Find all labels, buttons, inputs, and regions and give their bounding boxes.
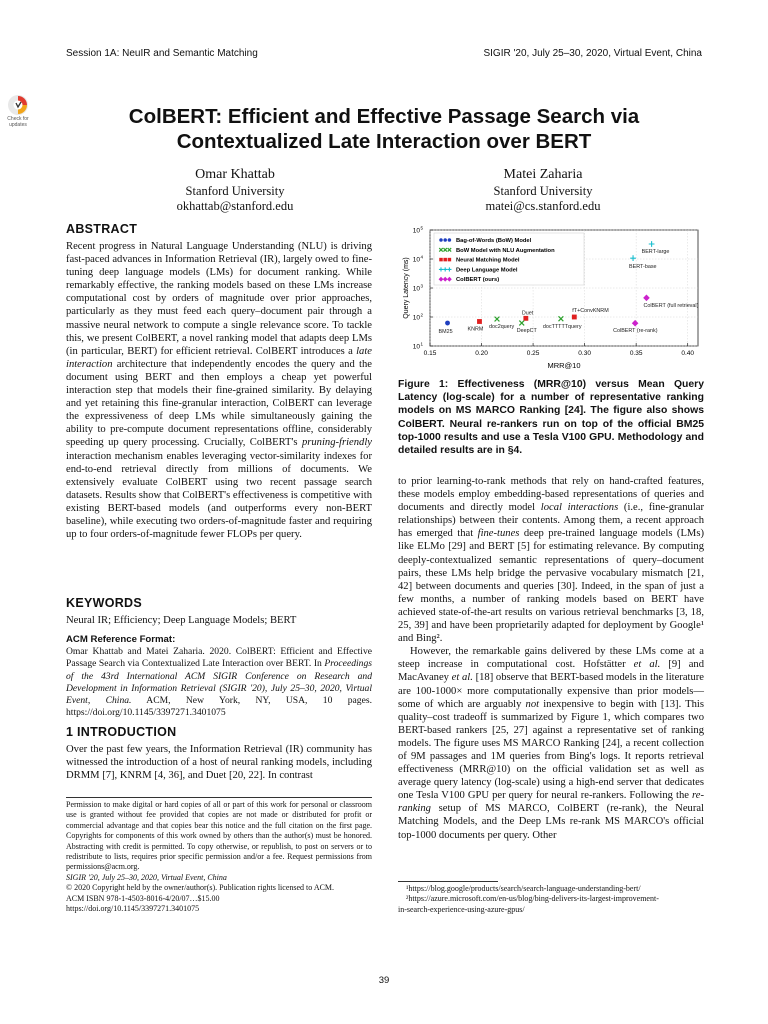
abstract-text: Recent progress in Natural Language Understanding (NLU) is driving fast-paced advances in Information Retrieval (IR), largely owed to fine-tuning deep language models (LMs) for document ranking. While remarkably effective, the ranking models based on these LMs increase computational cost by orders of magnitude over prior approaches, particularly as they must feed each query–document pair through a massive neural network to compute a single relevance score. To tackle this, we present ColBERT, a novel ranking model that adapts deep LMs (in particular, BERT) for efficient retrieval. ColBERT introduces a late interaction architecture that independently encodes the query and the document using BERT and then employs a cheap yet powerful interaction step that models their fine-grained similarity. By delaying and yet retaining this fine-granular interaction, ColBERT can leverage the expressiveness of deep LMs while simultaneously gaining the ability to pre-compute document representations offline, considerably speeding up query processing. Crucially, ColBERT's pruning-friendly interaction mechanism enables leveraging vector-similarity indexes for end-to-end retrieval directly from millions of documents. We extensively evaluate ColBERT using two recent passage search datasets. Results show that ColBERT's effectiveness is competitive with existing BERT-based models (and outperforms every non-BERT baseline), while executing two orders-of-magnitude faster and requiring up to four orders-of-magnitude fewer FLOPs per query. bbox=[66, 241, 372, 541]
right-column-text: to prior learning-to-rank methods that rely on hand-crafted features, these models employ embedding-based representations of queries and documents and directly model local interactions (i.e., fine-granular relationships) between their contents. Among them, a recent approach has emerged that fine-tunes deep pre-trained language models (LMs) like ELMo [29] and BERT [5] for estimating relevance. By computing deeply-contextualized semantic representations of query–document pairs, these LMs help bridge the pervasive vocabulary mismatch [21, 42] between documents and queries [30]. Indeed, in the span of just a few months, a number of ranking models based on BERT have achieved state-of-the-art results on various retrieval benchmarks [3, 18, 25, 39] and have been proprietarily adapted for deployment by Google¹ and Bing². However, the remarkable gains delivered by these LMs come at a steep increase in computational cost. Hofstätter et al. [9] and MacAvaney et al. [18] observe that BERT-based models in the literature are 100-1000× more computationally expensive than prior models—some of which are arguably not inexpensive to begin with [13]. This quality–cost tradeoff is summarized by Figure 1, which compares two BERT-based rankers [25, 27] against a representative set of ranking models. The figure uses MS MARCO Ranking [24], a recent collection of 9M passages and 1M queries from Bing's logs. It reports retrieval effectiveness (MRR@10) on the official validation set as well as average query latency (log-scale) using a high-end server that dedicates one Tesla V100 GPU per query for neural re-rankers. Following the re-ranking setup of MS MARCO, ColBERT (re-rank), the Neural Matching Models, and the Deep LMs re-rank MS MARCO's official top-1000 documents per query. Other bbox=[398, 476, 705, 841]
footnote-2-continued[interactable]: in-search-experience-using-azure-gpus/ bbox=[398, 904, 525, 914]
data-point-label: docTTTTTquery bbox=[542, 323, 582, 330]
x-tick-label: 0.30 bbox=[578, 350, 591, 357]
y-tick-label: 10 bbox=[412, 343, 420, 351]
y-tick-exponent: 2 bbox=[420, 312, 424, 318]
legend-label: BoW Model with NLU Augmentation bbox=[456, 247, 555, 254]
data-point bbox=[649, 241, 655, 247]
acm-reference-heading: ACM Reference Format: bbox=[66, 634, 176, 645]
title-line-2: Contextualized Late Interaction over BERT bbox=[176, 130, 592, 153]
data-point-label: ColBERT (re-rank) bbox=[613, 328, 658, 335]
y-axis-label: Query Latency (ms) bbox=[403, 257, 410, 319]
permission-isbn: ACM ISBN 978-1-4503-8016-4/20/07…$15.00 bbox=[66, 893, 220, 903]
footnote-rule bbox=[398, 881, 498, 882]
author-email[interactable]: matei@cs.stanford.edu bbox=[485, 199, 601, 213]
data-point-label: Duet bbox=[521, 310, 534, 317]
y-tick-exponent: 4 bbox=[420, 254, 424, 260]
data-point-label: KNRM bbox=[467, 326, 484, 333]
legend-marker bbox=[443, 258, 447, 262]
legend-entry bbox=[439, 248, 555, 254]
permission-text: Permission to make digital or hard copies of all or part of this work for personal or classroom use is granted without fee provided that copies are not made or distributed for profit or commercial advantage and that copies bear this notice and the full citation on the first page. Copyrights for components of this work owned by others than the author(s) must be honored. Abstracting with credit is permitted. To copy otherwise, or republish, to post on servers or to redistribute to lists, requires prior specific permission and/or a fee. Request permissions from permissions@acm.org. bbox=[66, 800, 372, 872]
permission-venue: SIGIR '20, July 25–30, 2020, Virtual Event, China bbox=[66, 872, 227, 882]
introduction-text: Over the past few years, the Information Retrieval (IR) community has witnessed the introduction of a host of neural ranking models, including DRMM [7], KNRM [4, 36], and Duet [20, 22]. In contrast bbox=[66, 744, 372, 782]
author-affiliation: Stanford University bbox=[493, 184, 593, 198]
running-header-right: SIGIR '20, July 25–30, 2020, Virtual Event, China bbox=[483, 48, 702, 59]
page-number: 39 bbox=[378, 975, 390, 986]
author-block-2 bbox=[433, 166, 653, 214]
data-point-label: DeepCT bbox=[516, 328, 537, 335]
author-name: Matei Zaharia bbox=[503, 167, 583, 182]
data-point bbox=[519, 321, 524, 326]
paper-title bbox=[0, 104, 768, 154]
data-point bbox=[572, 315, 577, 320]
author-email[interactable]: okhattab@stanford.edu bbox=[176, 199, 294, 213]
badge-text-2: updates bbox=[9, 122, 27, 128]
data-point-label: BERT-large bbox=[641, 249, 670, 256]
x-axis-label: MRR@10 bbox=[547, 361, 581, 370]
x-tick-label: 0.35 bbox=[629, 350, 643, 357]
running-header-left: Session 1A: NeuIR and Semantic Matching bbox=[66, 48, 258, 59]
data-point bbox=[643, 295, 650, 302]
y-tick-label: 10 bbox=[412, 227, 420, 235]
footnote-divider bbox=[66, 797, 372, 798]
chart-legend bbox=[434, 233, 584, 285]
data-point bbox=[445, 321, 450, 326]
abstract-heading: ABSTRACT bbox=[66, 222, 138, 236]
acm-reference bbox=[66, 634, 372, 719]
title-line-1: ColBERT: Efficient and Effective Passage Search via bbox=[128, 105, 640, 128]
x-tick-label: 0.25 bbox=[526, 350, 540, 357]
y-tick-label: 10 bbox=[412, 256, 420, 264]
x-axis-ticks bbox=[424, 343, 695, 357]
y-tick-label: 10 bbox=[412, 314, 420, 322]
y-tick-exponent: 3 bbox=[420, 283, 424, 289]
footnotes bbox=[398, 884, 704, 915]
latency-vs-mrr-chart bbox=[398, 222, 704, 370]
y-tick-exponent: 1 bbox=[420, 341, 424, 347]
data-point bbox=[558, 316, 563, 321]
legend-marker bbox=[443, 238, 447, 242]
y-tick-exponent: 5 bbox=[420, 225, 424, 231]
badge-text-1: Check for bbox=[7, 116, 29, 122]
data-point-label: BM25 bbox=[438, 329, 453, 336]
keywords-text: Neural IR; Efficiency; Deep Language Models; BERT bbox=[66, 615, 297, 626]
figure-1-caption: Figure 1: Effectiveness (MRR@10) versus Mean Query Latency (log-scale) for a number of representative ranking models on MS MARCO Ranking [24]. The figure also shows ColBERT. Neural re-rankers run on top of the official BM25 top-1000 results and use a Tesla V100 GPU. Methodology and detailed results are in §4. bbox=[398, 379, 704, 457]
x-tick-label: 0.40 bbox=[681, 350, 695, 357]
legend-label: Bag-of-Words (BoW) Model bbox=[456, 238, 532, 244]
legend-label: Deep Language Model bbox=[456, 267, 518, 274]
footnote-1[interactable]: ¹https://blog.google/products/search/search-language-understanding-bert/ bbox=[406, 884, 641, 893]
x-tick-label: 0.20 bbox=[475, 350, 488, 357]
footnote-2[interactable]: ²https://azure.microsoft.com/en-us/blog/bing-delivers-its-largest-improvement- bbox=[406, 894, 659, 904]
legend-label: Neural Matching Model bbox=[456, 257, 520, 264]
x-tick-label: 0.15 bbox=[423, 350, 437, 357]
data-point bbox=[523, 316, 528, 321]
data-point-label: doc2query bbox=[489, 324, 515, 331]
data-point bbox=[495, 317, 500, 322]
data-point bbox=[630, 255, 636, 261]
permission-block bbox=[66, 800, 372, 914]
legend-marker bbox=[439, 258, 443, 262]
author-affiliation: Stanford University bbox=[185, 184, 285, 198]
permission-copyright: © 2020 Copyright held by the owner/author(s). Publication rights licensed to ACM. bbox=[66, 883, 335, 893]
keywords-heading: KEYWORDS bbox=[66, 596, 143, 610]
author-name: Omar Khattab bbox=[195, 167, 275, 182]
permission-doi[interactable]: https://doi.org/10.1145/3397271.3401075 bbox=[66, 904, 200, 914]
legend-marker bbox=[448, 258, 452, 262]
data-point-label: BERT-base bbox=[629, 264, 657, 271]
legend-marker bbox=[439, 238, 443, 242]
introduction-heading: 1 INTRODUCTION bbox=[66, 725, 177, 739]
legend-marker bbox=[448, 238, 452, 242]
y-tick-label: 10 bbox=[412, 285, 420, 293]
data-point bbox=[477, 319, 482, 324]
author-block-1 bbox=[125, 166, 345, 214]
data-point-label: ColBERT (full retrieval) bbox=[643, 302, 699, 309]
figure-1 bbox=[398, 222, 704, 370]
data-point-label: fT+ConvKNRM bbox=[572, 308, 609, 314]
acm-reference-text: Omar Khattab and Matei Zaharia. 2020. ColBERT: Efficient and Effective Passage Search via Contextualized Late Interaction over BERT. In Proceedings of the 43rd International ACM SIGIR Conference on Research and Development in Information Retrieval (SIGIR '20), July 25–30, 2020, Virtual Event, China. ACM, New York, NY, USA, 10 pages. https://doi.org/10.1145/3397271.3401075 bbox=[66, 646, 372, 719]
data-point bbox=[632, 320, 639, 327]
legend-label: ColBERT (ours) bbox=[456, 277, 500, 284]
